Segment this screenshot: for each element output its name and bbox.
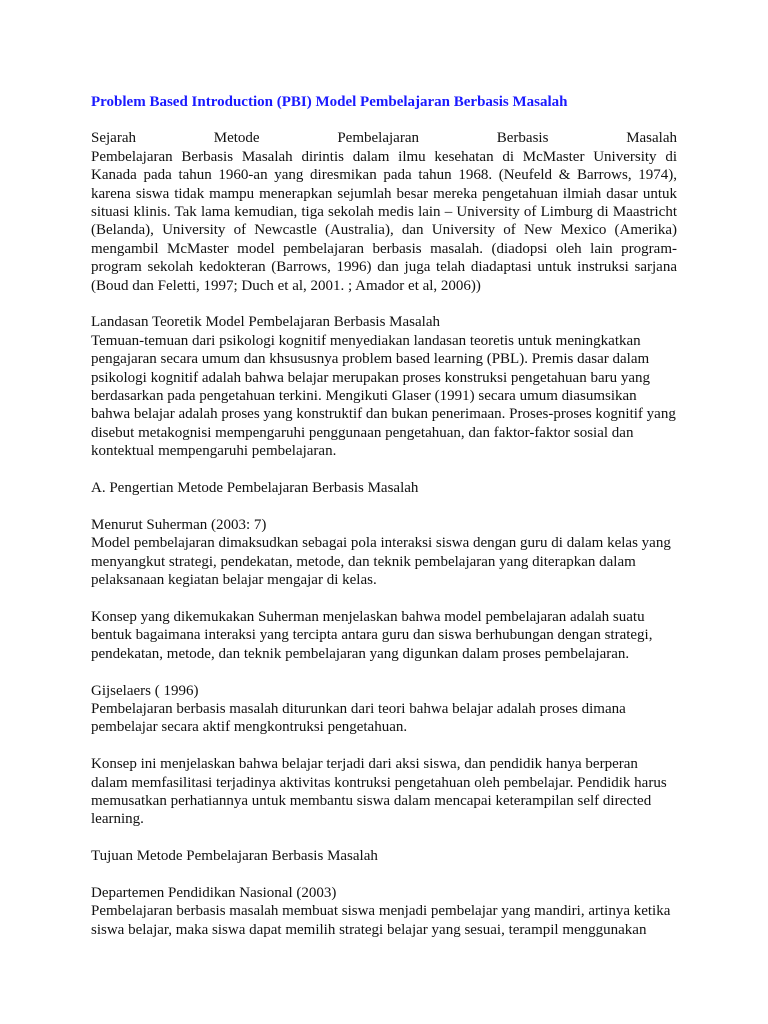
document-page: [91, 93, 677, 958]
paragraph-line: Pembelajaran Berbasis Masalah dirintis dalam ilmu kesehatan di McMaster University di: [91, 148, 677, 165]
section-tujuan: [91, 847, 677, 865]
paragraph-line: karena siswa tidak mampu menerapkan sejumlah besar mereka pengetahuan ilmiah dasar untuk: [91, 185, 677, 202]
section-pengertian-heading: A. Pengertian Metode Pembelajaran Berbasis Masalah: [91, 480, 419, 497]
paragraph-line: kontektual mempengaruhi pembelajaran.: [91, 443, 337, 460]
heading-word: Sejarah: [91, 130, 136, 147]
section-sejarah: [91, 129, 677, 295]
paragraph-line: berdasarkan pada pengetahuan terkini. Mengikuti Glaser (1991) secara umum diasumsikan: [91, 388, 637, 405]
paragraph-line: menyangkut strategi, pendekatan, metode, dan teknik pembelajaran yang diterapkan dalam: [91, 553, 636, 570]
paragraph-line: program sekolah kedokteran (Barrows, 1996) dan juga telah diadaptasi untuk instruksi sarjana: [91, 259, 677, 276]
section-landasan-heading: Landasan Teoretik Model Pembelajaran Berbasis Masalah: [91, 314, 440, 331]
paragraph-line: mengambil McMaster model pembelajaran berbasis masalah. (diadopsi oleh lain program-: [91, 240, 677, 257]
paragraph-line: Kanada pada tahun 1960-an yang diresmikan pada tahun 1968. (Neufeld & Barrows, 1974),: [91, 167, 677, 184]
paragraph-line: pendekatan, metode, dan teknik pembelajaran yang digunkan dalam proses pembelajaran.: [91, 645, 630, 662]
section-suherman: [91, 516, 677, 590]
document-title: Problem Based Introduction (PBI) Model Pembelajaran Berbasis Masalah: [91, 94, 568, 110]
section-sejarah-heading: [91, 129, 677, 147]
paragraph-line: bahwa belajar adalah proses yang konstruktif dan bukan penerimaan. Proses-proses kognitif yang: [91, 406, 676, 423]
paragraph-line: psikologi kognitif adalah bahwa belajar merupakan proses konstruksi pengetahuan baru yang: [91, 369, 651, 386]
paragraph-line: situasi klinis. Tak lama kemudian, tiga sekolah medis lain – University of Limburg di Maastricht: [91, 204, 677, 221]
paragraph-line: disebut metakognisi mempengaruhi penggunaan pengetahuan, dan faktor-faktor sosial dan: [91, 424, 634, 441]
section-pengertian: [91, 479, 677, 497]
heading-word: Masalah: [626, 130, 678, 147]
section-depdiknas: [91, 884, 677, 939]
paragraph-line: pembelajar secara aktif mengkontruksi pengetahuan.: [91, 719, 408, 736]
heading-word: Metode: [213, 130, 260, 147]
paragraph-line: learning.: [91, 811, 144, 828]
paragraph-line: (Belanda), University of Newcastle (Australia), dan University of New Mexico (Amerika): [91, 222, 677, 239]
paragraph-line: Model pembelajaran dimaksudkan sebagai pola interaksi siswa dengan guru di dalam kelas yang: [91, 535, 671, 552]
heading-word: Pembelajaran: [337, 130, 419, 147]
paragraph-line: (Boud dan Feletti, 1997; Duch et al, 2001. ; Amador et al, 2006)): [91, 277, 481, 294]
paragraph-line: Pembelajaran berbasis masalah membuat siswa menjadi pembelajar yang mandiri, artinya ketika: [91, 903, 671, 920]
section-gijselaers: [91, 682, 677, 737]
section-depdiknas-heading: Departemen Pendidikan Nasional (2003): [91, 884, 337, 901]
paragraph-line: Pembelajaran berbasis masalah diturunkan dari teori bahwa belajar adalah proses dimana: [91, 700, 626, 717]
paragraph-line: bentuk bagaimana interaksi yang tercipta antara guru dan siswa berhubungan dengan strategi,: [91, 627, 653, 644]
paragraph-line: Temuan-temuan dari psikologi kognitif menyediakan landasan teoretis untuk meningkatkan: [91, 332, 641, 349]
paragraph-line: Konsep yang dikemukakan Suherman menjelaskan bahwa model pembelajaran adalah suatu: [91, 608, 645, 625]
section-tujuan-heading: Tujuan Metode Pembelajaran Berbasis Masalah: [91, 848, 378, 865]
paragraph-line: memusatkan perhatiannya untuk membantu siswa dalam mencapai keterampilan self directed: [91, 792, 652, 809]
section-suherman-heading: Menurut Suherman (2003: 7): [91, 516, 267, 533]
paragraph-line: siswa belajar, maka siswa dapat memilih strategi belajar yang sesuai, terampil menggunakan: [91, 921, 647, 938]
section-landasan: [91, 313, 677, 460]
section-gijselaers-heading: Gijselaers ( 1996): [91, 682, 199, 699]
heading-word: Berbasis: [496, 130, 549, 147]
paragraph-line: pengajaran secara umum dan khsususnya problem based learning (PBL). Premis dasar dalam: [91, 351, 650, 368]
section-konsep-gijselaers: [91, 755, 677, 829]
section-konsep-suherman: [91, 608, 677, 663]
paragraph-line: dalam memfasilitasi terjadinya aktivitas kontruksi pengetahuan oleh pembelajar. Pendidik harus: [91, 774, 667, 791]
paragraph-line: pelaksanaan kegiatan belajar mengajar di kelas.: [91, 572, 377, 589]
paragraph-line: Konsep ini menjelaskan bahwa belajar terjadi dari aksi siswa, dan pendidik hanya berperan: [91, 756, 638, 773]
